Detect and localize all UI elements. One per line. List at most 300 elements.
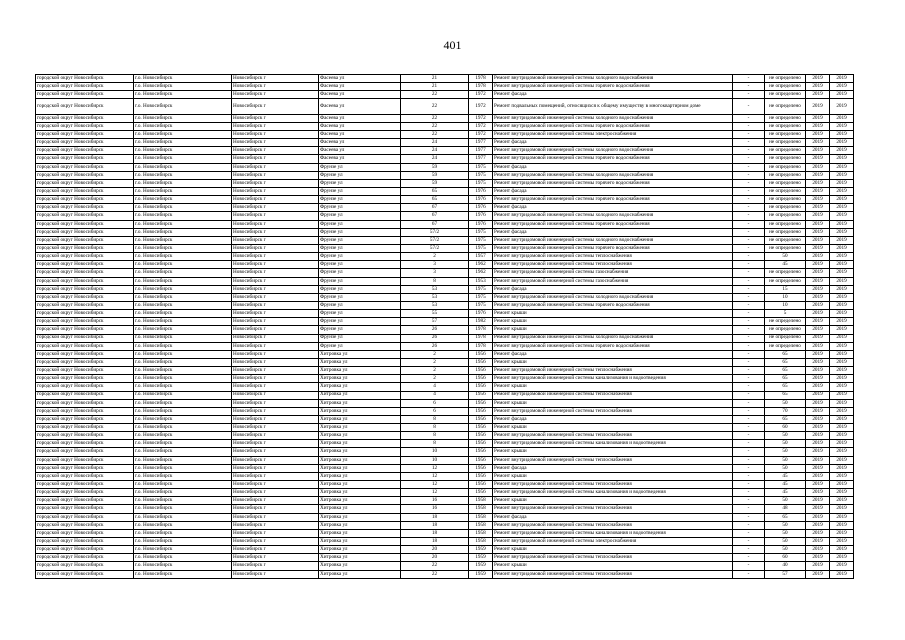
cell-planned-cost: - [733,448,765,456]
cell-end-year: 2019 [830,375,854,383]
cell-city: Новосибирск г [232,570,319,578]
cell-municipality: городской округ Новосибирск [36,310,134,318]
cell-planned-cost: - [733,513,765,521]
cell-end-year: 2019 [830,91,854,99]
cell-street: Хитровка ул [319,562,401,570]
cell-planned-cost: - [733,310,765,318]
cell-start-year: 2019 [806,489,830,497]
table-row [36,269,854,277]
cell-build-year: 1975 [469,285,493,293]
cell-street: Хитровка ул [319,481,401,489]
table-row [36,562,854,570]
cell-work-type: Ремонт крыши [493,399,733,407]
cell-end-year: 2019 [830,155,854,163]
cell-street: Фрунзе ул [319,301,401,309]
cell-settlement: г.о. Новосибирск [134,546,232,554]
cell-cost-status: не определено [765,196,806,204]
cell-work-type: Ремонт внутридомовой инженерной системы канализования и водоотведения [493,489,733,497]
cell-work-type: Ремонт внутридомовой инженерной системы горячего водоснабжения [493,122,733,130]
cell-work-type: Ремонт внутридомовой инженерной системы электроснабжения [493,538,733,546]
cell-street: Фасеева ул [319,131,401,139]
table-row [36,253,854,261]
cell-work-type: Ремонт крыши [493,318,733,326]
cell-work-type: Ремонт внутридомовой инженерной системы горячего водоснабжения [493,196,733,204]
table-row [36,179,854,187]
cell-cost-status: 50 [765,448,806,456]
cell-city: Новосибирск г [232,163,319,171]
cell-end-year: 2019 [830,75,854,83]
cell-settlement: г.о. Новосибирск [134,261,232,269]
cell-house-number: 22 [401,570,469,578]
cell-city: Новосибирск г [232,383,319,391]
cell-build-year: 1956 [469,399,493,407]
cell-cost-status: 57 [765,570,806,578]
cell-cost-status: 65 [765,383,806,391]
cell-cost-status: не определено [765,131,806,139]
cell-planned-cost: - [733,326,765,334]
cell-planned-cost: - [733,204,765,212]
cell-work-type: Ремонт внутридомовой инженерной системы теплоснабжения [493,253,733,261]
cell-settlement: г.о. Новосибирск [134,399,232,407]
cell-settlement: г.о. Новосибирск [134,310,232,318]
cell-house-number: 2 [401,358,469,366]
cell-cost-status: 45 [765,489,806,497]
cell-municipality: городской округ Новосибирск [36,440,134,448]
cell-start-year: 2019 [806,204,830,212]
table-row [36,212,854,220]
cell-street: Фасеева ул [319,155,401,163]
cell-end-year: 2019 [830,440,854,448]
cell-municipality: городской округ Новосибирск [36,529,134,537]
cell-street: Фрунзе ул [319,196,401,204]
cell-start-year: 2019 [806,293,830,301]
cell-house-number: 65 [401,196,469,204]
cell-settlement: г.о. Новосибирск [134,285,232,293]
cell-planned-cost: - [733,163,765,171]
cell-house-number: 53 [401,285,469,293]
cell-end-year: 2019 [830,529,854,537]
table-row [36,375,854,383]
cell-cost-status: 45 [765,261,806,269]
cell-work-type: Ремонт крыши [493,383,733,391]
cell-house-number: 57/2 [401,228,469,236]
table-row [36,432,854,440]
cell-cost-status: 50 [765,538,806,546]
cell-cost-status: 70 [765,407,806,415]
cell-cost-status: не определено [765,326,806,334]
cell-work-type: Ремонт фасада [493,91,733,99]
cell-build-year: 1975 [469,179,493,187]
cell-end-year: 2019 [830,220,854,228]
cell-planned-cost: - [733,91,765,99]
cell-planned-cost: - [733,261,765,269]
cell-start-year: 2019 [806,554,830,562]
cell-build-year: 1962 [469,261,493,269]
cell-settlement: г.о. Новосибирск [134,99,232,114]
cell-work-type: Ремонт внутридомовой инженерной системы теплоснабжения [493,261,733,269]
cell-planned-cost: - [733,497,765,505]
cell-cost-status: 65 [765,415,806,423]
cell-city: Новосибирск г [232,399,319,407]
cell-house-number: 2 [401,253,469,261]
cell-end-year: 2019 [830,464,854,472]
cell-end-year: 2019 [830,244,854,252]
cell-street: Хитровка ул [319,399,401,407]
cell-house-number: 8 [401,424,469,432]
cell-street: Фрунзе ул [319,269,401,277]
cell-street: Хитровка ул [319,464,401,472]
cell-city: Новосибирск г [232,456,319,464]
cell-cost-status: не определено [765,342,806,350]
cell-house-number: 24 [401,155,469,163]
cell-house-number: 6 [401,399,469,407]
cell-end-year: 2019 [830,293,854,301]
cell-city: Новосибирск г [232,171,319,179]
table-row [36,472,854,480]
cell-end-year: 2019 [830,122,854,130]
table-row [36,301,854,309]
cell-planned-cost: - [733,179,765,187]
cell-street: Фрунзе ул [319,285,401,293]
cell-work-type: Ремонт внутридомовой инженерной системы горячего водоснабжения [493,155,733,163]
cell-street: Фрунзе ул [319,277,401,285]
cell-start-year: 2019 [806,269,830,277]
cell-city: Новосибирск г [232,342,319,350]
cell-build-year: 1976 [469,310,493,318]
cell-work-type: Ремонт крыши [493,358,733,366]
cell-street: Хитровка ул [319,521,401,529]
cell-cost-status: 50 [765,546,806,554]
table-row [36,546,854,554]
cell-house-number: 65 [401,187,469,195]
cell-settlement: г.о. Новосибирск [134,334,232,342]
cell-work-type: Ремонт внутридомовой инженерной системы теплоснабжения [493,570,733,578]
cell-city: Новосибирск г [232,187,319,195]
cell-municipality: городской округ Новосибирск [36,424,134,432]
cell-house-number: 8 [401,432,469,440]
cell-house-number: 12 [401,464,469,472]
table-row [36,91,854,99]
cell-settlement: г.о. Новосибирск [134,163,232,171]
cell-end-year: 2019 [830,472,854,480]
cell-cost-status: 65 [765,358,806,366]
cell-city: Новосибирск г [232,391,319,399]
table-row [36,228,854,236]
cell-cost-status: 10 [765,301,806,309]
cell-build-year: 1956 [469,489,493,497]
cell-build-year: 1972 [469,122,493,130]
table-row [36,83,854,91]
cell-build-year: 1956 [469,415,493,423]
cell-house-number: 2 [401,367,469,375]
cell-end-year: 2019 [830,521,854,529]
cell-settlement: г.о. Новосибирск [134,391,232,399]
cell-settlement: г.о. Новосибирск [134,196,232,204]
cell-start-year: 2019 [806,220,830,228]
table-row [36,497,854,505]
cell-municipality: городской округ Новосибирск [36,391,134,399]
cell-cost-status: не определено [765,83,806,91]
cell-cost-status: 40 [765,562,806,570]
cell-end-year: 2019 [830,513,854,521]
cell-work-type: Ремонт внутридомовой инженерной системы канализования и водоотведения [493,375,733,383]
cell-settlement: г.о. Новосибирск [134,147,232,155]
cell-work-type: Ремонт внутридомовой инженерной системы теплоснабжения [493,432,733,440]
cell-cost-status: 65 [765,375,806,383]
table-row [36,399,854,407]
cell-build-year: 1956 [469,407,493,415]
table-row [36,456,854,464]
cell-start-year: 2019 [806,342,830,350]
cell-city: Новосибирск г [232,204,319,212]
cell-planned-cost: - [733,440,765,448]
cell-start-year: 2019 [806,367,830,375]
cell-house-number: 22 [401,122,469,130]
cell-start-year: 2019 [806,122,830,130]
cell-end-year: 2019 [830,554,854,562]
cell-start-year: 2019 [806,415,830,423]
cell-street: Фрунзе ул [319,326,401,334]
cell-work-type: Ремонт внутридомовой инженерной системы теплоснабжения [493,505,733,513]
table-row [36,358,854,366]
cell-house-number: 57 [401,318,469,326]
cell-municipality: городской округ Новосибирск [36,301,134,309]
cell-settlement: г.о. Новосибирск [134,131,232,139]
cell-house-number: 59 [401,171,469,179]
cell-house-number: 67 [401,212,469,220]
cell-municipality: городской округ Новосибирск [36,83,134,91]
cell-municipality: городской округ Новосибирск [36,326,134,334]
cell-settlement: г.о. Новосибирск [134,293,232,301]
cell-start-year: 2019 [806,277,830,285]
cell-start-year: 2019 [806,318,830,326]
table-row [36,147,854,155]
cell-start-year: 2019 [806,179,830,187]
cell-start-year: 2019 [806,326,830,334]
cell-work-type: Ремонт внутридомовой инженерной системы горячего водоснабжения [493,244,733,252]
cell-work-type: Ремонт внутридомовой инженерной системы горячего водоснабжения [493,220,733,228]
cell-work-type: Ремонт внутридомовой инженерной системы теплоснабжения [493,554,733,562]
cell-street: Фасеева ул [319,91,401,99]
cell-city: Новосибирск г [232,301,319,309]
cell-street: Хитровка ул [319,472,401,480]
cell-street: Хитровка ул [319,505,401,513]
table-row [36,171,854,179]
cell-end-year: 2019 [830,358,854,366]
cell-city: Новосибирск г [232,220,319,228]
cell-city: Новосибирск г [232,196,319,204]
cell-planned-cost: - [733,293,765,301]
cell-house-number: 59 [401,163,469,171]
cell-work-type: Ремонт внутридомовой инженерной системы канализования и водоотведения [493,440,733,448]
cell-work-type: Ремонт крыши [493,424,733,432]
cell-planned-cost: - [733,318,765,326]
cell-start-year: 2019 [806,244,830,252]
cell-city: Новосибирск г [232,228,319,236]
cell-start-year: 2019 [806,253,830,261]
cell-settlement: г.о. Новосибирск [134,358,232,366]
cell-build-year: 1975 [469,171,493,179]
cell-planned-cost: - [733,212,765,220]
cell-street: Хитровка ул [319,350,401,358]
cell-house-number: 3 [401,269,469,277]
cell-municipality: городской округ Новосибирск [36,171,134,179]
cell-cost-status: не определено [765,171,806,179]
cell-start-year: 2019 [806,163,830,171]
cell-settlement: г.о. Новосибирск [134,350,232,358]
cell-build-year: 1958 [469,513,493,521]
cell-municipality: городской округ Новосибирск [36,375,134,383]
cell-planned-cost: - [733,407,765,415]
cell-city: Новосибирск г [232,131,319,139]
cell-planned-cost: - [733,228,765,236]
table-row [36,244,854,252]
cell-city: Новосибирск г [232,91,319,99]
cell-end-year: 2019 [830,163,854,171]
cell-build-year: 1959 [469,546,493,554]
cell-settlement: г.о. Новосибирск [134,75,232,83]
cell-house-number: 57/2 [401,244,469,252]
cell-municipality: городской округ Новосибирск [36,334,134,342]
cell-planned-cost: - [733,171,765,179]
cell-house-number: 22 [401,99,469,114]
cell-house-number: 18 [401,513,469,521]
cell-build-year: 1956 [469,383,493,391]
cell-street: Фрунзе ул [319,334,401,342]
cell-settlement: г.о. Новосибирск [134,407,232,415]
cell-settlement: г.о. Новосибирск [134,464,232,472]
cell-settlement: г.о. Новосибирск [134,570,232,578]
cell-municipality: городской округ Новосибирск [36,505,134,513]
cell-settlement: г.о. Новосибирск [134,505,232,513]
cell-end-year: 2019 [830,448,854,456]
cell-cost-status: 50 [765,497,806,505]
cell-city: Новосибирск г [232,513,319,521]
cell-build-year: 1958 [469,497,493,505]
cell-settlement: г.о. Новосибирск [134,440,232,448]
cell-end-year: 2019 [830,179,854,187]
cell-work-type: Ремонт фасада [493,350,733,358]
cell-house-number: 24 [401,147,469,155]
cell-cost-status: не определено [765,122,806,130]
cell-start-year: 2019 [806,513,830,521]
cell-city: Новосибирск г [232,334,319,342]
cell-build-year: 1976 [469,196,493,204]
cell-build-year: 1972 [469,131,493,139]
cell-municipality: городской округ Новосибирск [36,179,134,187]
cell-planned-cost: - [733,187,765,195]
cell-cost-status: 48 [765,505,806,513]
cell-start-year: 2019 [806,358,830,366]
cell-cost-status: не определено [765,228,806,236]
cell-city: Новосибирск г [232,424,319,432]
cell-build-year: 1956 [469,440,493,448]
cell-build-year: 1958 [469,529,493,537]
table-row [36,139,854,147]
cell-city: Новосибирск г [232,367,319,375]
cell-start-year: 2019 [806,472,830,480]
cell-municipality: городской округ Новосибирск [36,513,134,521]
cell-work-type: Ремонт внутридомовой инженерной системы холодного водоснабжения [493,334,733,342]
cell-settlement: г.о. Новосибирск [134,383,232,391]
cell-municipality: городской округ Новосибирск [36,99,134,114]
cell-start-year: 2019 [806,464,830,472]
cell-planned-cost: - [733,521,765,529]
cell-municipality: городской округ Новосибирск [36,236,134,244]
cell-cost-status: не определено [765,163,806,171]
cell-street: Фрунзе ул [319,228,401,236]
cell-work-type: Ремонт внутридомовой инженерной системы электроснабжения [493,131,733,139]
table-row [36,570,854,578]
cell-cost-status: не определено [765,220,806,228]
cell-planned-cost: - [733,546,765,554]
cell-cost-status: не определено [765,99,806,114]
cell-cost-status: 65 [765,367,806,375]
cell-municipality: городской округ Новосибирск [36,432,134,440]
cell-settlement: г.о. Новосибирск [134,554,232,562]
table-row [36,122,854,130]
cell-cost-status: не определено [765,155,806,163]
cell-planned-cost: - [733,367,765,375]
cell-street: Хитровка ул [319,570,401,578]
cell-street: Фасеева ул [319,99,401,114]
cell-house-number: 59 [401,179,469,187]
cell-planned-cost: - [733,481,765,489]
cell-planned-cost: - [733,383,765,391]
cell-municipality: городской округ Новосибирск [36,538,134,546]
cell-city: Новосибирск г [232,505,319,513]
cell-start-year: 2019 [806,236,830,244]
table-row [36,513,854,521]
cell-work-type: Ремонт внутридомовой инженерной системы теплоснабжения [493,391,733,399]
cell-city: Новосибирск г [232,75,319,83]
cell-city: Новосибирск г [232,554,319,562]
cell-work-type: Ремонт внутридомовой инженерной системы теплоснабжения [493,456,733,464]
cell-settlement: г.о. Новосибирск [134,432,232,440]
works-table [35,74,854,579]
cell-build-year: 1977 [469,155,493,163]
cell-start-year: 2019 [806,529,830,537]
cell-build-year: 1957 [469,253,493,261]
cell-build-year: 1958 [469,505,493,513]
cell-house-number: 21 [401,75,469,83]
cell-cost-status: не определено [765,244,806,252]
cell-work-type: Ремонт крыши [493,310,733,318]
cell-end-year: 2019 [830,407,854,415]
cell-street: Фрунзе ул [319,163,401,171]
cell-build-year: 1959 [469,570,493,578]
cell-street: Фасеева ул [319,83,401,91]
cell-municipality: городской округ Новосибирск [36,204,134,212]
cell-municipality: городской округ Новосибирск [36,481,134,489]
table-row [36,367,854,375]
cell-municipality: городской округ Новосибирск [36,277,134,285]
cell-street: Фасеева ул [319,147,401,155]
cell-settlement: г.о. Новосибирск [134,171,232,179]
cell-city: Новосибирск г [232,244,319,252]
cell-street: Фрунзе ул [319,220,401,228]
cell-build-year: 1978 [469,334,493,342]
cell-house-number: 10 [401,448,469,456]
cell-build-year: 1978 [469,83,493,91]
cell-house-number: 12 [401,481,469,489]
cell-work-type: Ремонт внутридомовой инженерной системы горячего водоснабжения [493,83,733,91]
cell-end-year: 2019 [830,83,854,91]
cell-build-year: 1956 [469,350,493,358]
cell-cost-status: не определено [765,114,806,122]
cell-house-number: 22 [401,131,469,139]
table-row [36,196,854,204]
